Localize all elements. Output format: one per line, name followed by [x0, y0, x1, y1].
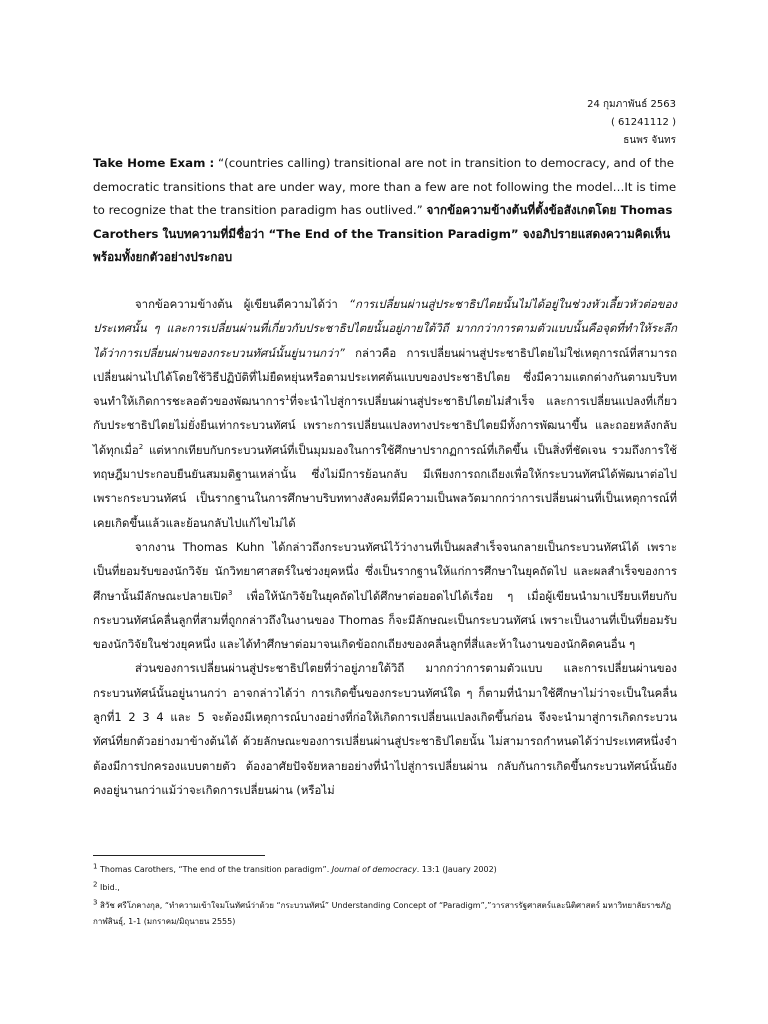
paragraph-1	[93, 292, 677, 535]
p1-text-c: แต่หากเทียบกับกระบวนทัศน์ที่เป็นมุมมองในการใช้ศึกษาปรากฏการณ์ที่เกิดขึ้น เป็นสิ่งที่ชัดเจน รวมถึงการใช้ทฤษฎีมาประกอบยืนยันสมมติฐานเหล่านั้น ซึ่งไม่มีการย้อนกลับ มีเพียงการถกเถียงเพื่อให้กระบวนทัศน์ได้พัฒนาต่อไป เพราะกระบวนทัศน์ เป็นรากฐานในการศึกษาบริบททางสังคมที่มีความเป็นพลวัตมากกว่าการเปลี่ยนผ่านที่เป็นเหตุการณ์ที่เคยเกิดขึ้นแล้วและย้อนกลับไปแก้ไขไม่ได้	[93, 442, 677, 530]
question-label: Take Home Exam :	[93, 156, 215, 170]
p2-text-b: เพื่อให้นักวิจัยในยุคถัดไปได้ศึกษาต่อยอดไปได้เรื่อย ๆ เมื่อผู้เขียนนำมาเปรียบเทียบกับกระบวนทัศน์คลื่นลูกที่สามที่ถูกกล่าวถึงในงานของ Thomas ก็จะมีลักษณะเป็นกระบวนทัศน์ เพราะเป็นงานที่เป็นที่ยอมรับของนักวิจัยในช่วงยุคหนึ่ง และได้ทำศึกษาต่อมาจนเกิดข้อถกเถียงของคลื่นลูกที่สี่และห้าในงานของนักคิดคนอื่น ๆ	[93, 588, 677, 652]
footnote-2-text: Ibid.,	[97, 883, 120, 892]
p1-text-b: ที่จะนำไปสู่การเปลี่ยนผ่านสู่ประชาธิปไตยไม่สำเร็จ และการเปลี่ยนแปลงที่เกี่ยวกับประชาธิปไตยไม่ยั่งยืนเท่ากระบวนทัศน์ เพราะการเปลี่ยนแปลงทางประชาธิปไตยมีทั้งการพัฒนาขึ้น และถอยหลังกลับได้ทุกเมื่อ	[93, 394, 677, 457]
date: 24 กุมภาพันธ์ 2563	[587, 99, 676, 110]
student-name: ธนพร จันทร	[623, 135, 676, 146]
footnote-2	[93, 880, 677, 896]
p1-text-a: กล่าวคือ การเปลี่ยนผ่านสู่ประชาธิปไตยไม่ใช่เหตุการณ์ที่สามารถเปลี่ยนผ่านไปได้โดยใช้วิธีปฏิบัติที่ไม่ยืดหยุ่นหรือตามประเทศต้นแบบของประชาธิปไตย ซึ่งมีความแตกต่างกันตามบริบท จนทำให้เกิดการชะลอตัวของพัฒนาการ	[93, 345, 677, 409]
footnote-3-number: 3	[93, 898, 98, 907]
header-block	[587, 96, 676, 150]
p2-text-a: จากงาน Thomas Kuhn ได้กล่าวถึงกระบวนทัศน์ไว้ว่างานที่เป็นผลสำเร็จจนกลายเป็นกระบวนทัศน์ได้ เพราะเป็นที่ยอมรับของนักวิจัย นักวิทยาศาสตร์ในช่วงยุคหนึ่ง ซึ่งเป็นรากฐานให้แก่การศึกษาในยุคถัดไป และผลสำเร็จของการศึกษานั้นมีลักษณะปลายเปิด	[93, 539, 677, 603]
footnotes	[93, 862, 677, 932]
footnote-ref-2: 2	[138, 442, 144, 451]
p1-intro: จากข้อความข้างต้น ผู้เขียนตีความได้ว่า	[135, 297, 350, 311]
footnote-3	[93, 898, 677, 930]
exam-question	[93, 152, 677, 270]
footnote-ref-1: 1	[285, 394, 290, 403]
paragraph-2	[93, 535, 677, 656]
student-id: ( 61241112 )	[610, 117, 676, 128]
question-quote: “(countries calling) transitional are not in transition to democracy, and of the democratic transitions that are under way, more than a few are not following the model…It is time to recognize that the transition paradigm has outlived.”	[93, 156, 677, 217]
footnote-1	[93, 862, 677, 878]
footnote-1-number: 1	[93, 862, 98, 871]
essay-body	[93, 292, 677, 802]
footnote-ref-3: 3	[228, 588, 233, 597]
p1-quote: “การเปลี่ยนผ่านสู่ประชาธิปไตยนั้นไม่ได้อยู่ในช่วงหัวเลี้ยวหัวต่อของประเทศนั้น ๆ และการเปลี่ยนผ่านที่เกี่ยวกับประชาธิปไตยนั้นอยู่ภายใต้วิถี มากกว่าการตามตัวแบบนั้นคือจุดที่ทำให้ระลึกได้ว่าการเปลี่ยนผ่านของกระบวนทัศน์นั้นยู่นานกว่า”	[93, 297, 677, 360]
footnote-1-journal: Journal of democracy	[331, 865, 417, 874]
footnote-1-text: Thomas Carothers, “The end of the transition paradigm”.	[97, 865, 332, 874]
question-instruction: จากข้อความข้างต้นที่ตั้งข้อสังเกตโดย Thomas Carothers ในบทความที่มีชื่อว่า “The End of the Transition Paradigm” จงอภิปรายแสดงความคิดเห็นพร้อมทั้งยกตัวอย่างประกอบ	[93, 203, 673, 264]
footnote-2-number: 2	[93, 880, 98, 889]
footnote-divider	[93, 855, 265, 856]
footnote-1-rest: . 13:1 (Jauary 2002)	[416, 865, 497, 874]
paragraph-3: ส่วนของการเปลี่ยนผ่านสู่ประชาธิปไตยที่ว่าอยู่ภายใต้วิถี มากกว่าการตามตัวแบบ และการเปลี่ยนผ่านของกระบวนทัศน์นั้นอยู่นานกว่า อาจกล่าวได้ว่า การเกิดขึ้นของกระบวนทัศน์ใด ๆ ก็ตามที่นำมาใช้ศึกษาไม่ว่าจะเป็นในคลื่นลูกที่1 2 3 4 และ 5 จะต้องมีเหตุการณ์บางอย่างที่ก่อให้เกิดการเปลี่ยนแปลงเกิดขึ้นก่อน จึงจะนำมาสู่การเกิดกระบวนทัศน์ที่ยกตัวอย่างมาข้างต้นได้ ด้วยลักษณะของการเปลี่ยนผ่านสู่ประชาธิปไตยนั้น ไม่สามารถกำหนดได้ว่าประเทศหนึ่งจำต้องมีการปกครองแบบตายตัว ต้องอาศัยปัจจัยหลายอย่างที่นำไปสู่การเปลี่ยนผ่าน กลับกันการเกิดขึ้นกระบวนทัศน์นั้นยังคงอยู่นานกว่าแม้ว่าจะเกิดการเปลี่ยนผ่าน (หรือไม่	[93, 661, 677, 797]
footnote-3-text: สิวัช ศรีโภคางกุล, “ทำความเข้าใจมโนทัศน์ว่าด้วย “กระบวนทัศน์” Understanding Concept of “Paradigm”,”วารสารรัฐศาสตร์และนิติศาสตร์ มหาวิทยาลัยราชภัฏกาฬสินธุ์, 1-1 (มกราคม/มิถุนายน 2555)	[93, 901, 671, 926]
